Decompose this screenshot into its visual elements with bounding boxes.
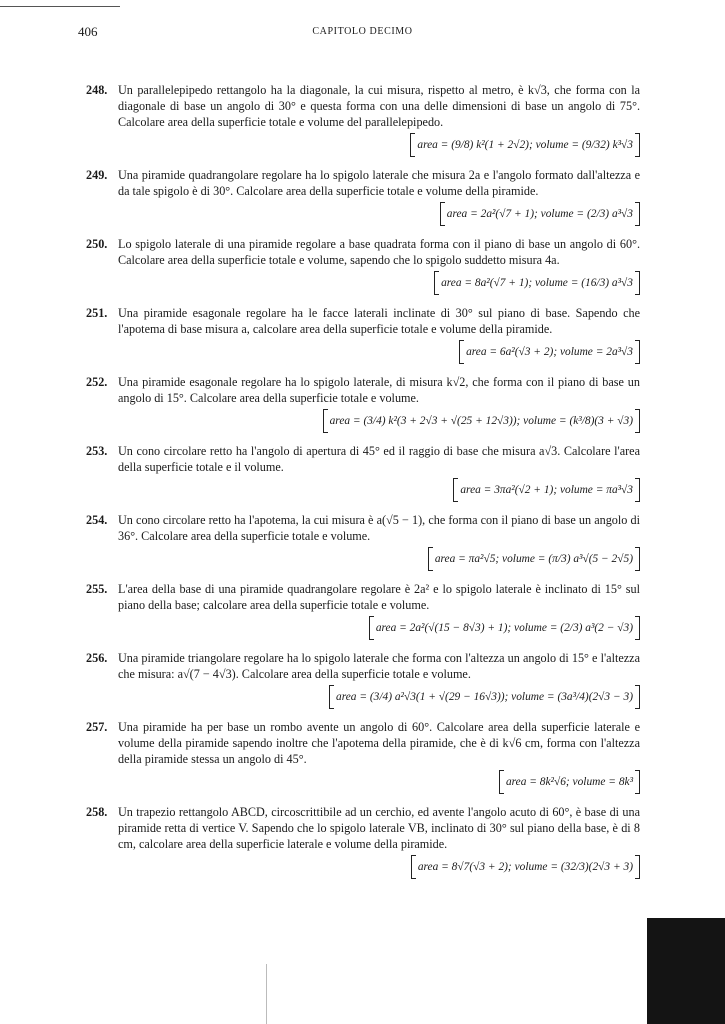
problem-253 [86,443,640,502]
problem-text: Un cono circolare retto ha l'apotema, la cui misura è a(√5 − 1), che forma con il piano di base un angolo di 36°. Calcolare area della superficie totale e volume. [118,513,640,543]
problem-number: 256. [86,651,108,665]
problem-text: Lo spigolo laterale di una piramide regolare a base quadrata forma con il piano di base un angolo di 60°. Calcolare area della superficie totale e volume, sapendo che lo spigolo suddetto misura 4a. [118,237,640,267]
problem-number: 255. [86,582,108,596]
problem-258 [86,804,640,879]
answer-line [118,202,640,226]
problem-number: 254. [86,513,108,527]
answer-line [118,770,640,794]
answer-line [118,685,640,709]
problem-text: Una piramide triangolare regolare ha lo spigolo laterale che forma con l'altezza un angolo di 15° e l'altezza che misura: a√(7 − 4√3). Calcolare area della superficie totale e volume. [118,651,640,681]
answer-line [118,133,640,157]
answer-line [118,478,640,502]
problem-text: Un parallelepipedo rettangolo ha la diagonale, la cui misura, rispetto al metro, è k√3, che forma con la diagonale di base un angolo di 30° e questa forma con una delle dimensioni di base un angolo di 75°. Calcolare area della superficie totale e volume del parallelepipedo. [118,83,640,129]
answer-text: area = 3πa²(√2 + 1); volume = πa³√3 [453,478,640,502]
page-header [0,24,725,42]
problem-text: Un trapezio rettangolo ABCD, circoscrittibile ad un cerchio, ed avente l'angolo acuto di 60°, è base di una piramide retta di vertice V. Sapendo che lo spigolo laterale VB, inclinato di 30° sul piano della base, è di 8 cm, calcolare area della superficie laterale e volume della piramide. [118,805,640,851]
problem-255 [86,581,640,640]
answer-text: area = (3/4) k²(3 + 2√3 + √(25 + 12√3)); volume = (k³/8)(3 + √3) [323,409,640,433]
answer-text: area = 2a²(√7 + 1); volume = (2/3) a³√3 [440,202,640,226]
answer-line [118,616,640,640]
problem-256 [86,650,640,709]
problem-251 [86,305,640,364]
problem-list [86,82,640,889]
problem-text: L'area della base di una piramide quadrangolare regolare è 2a² e lo spigolo laterale è inclinato di 15° sul piano della base; calcolare area della superficie totale e volume. [118,582,640,612]
problem-249 [86,167,640,226]
problem-250 [86,236,640,295]
problem-text: Una piramide quadrangolare regolare ha lo spigolo laterale che misura 2a e l'angolo formato dall'altezza e da tale spigolo è di 30°. Calcolare area della superficie totale e volume della piramide. [118,168,640,198]
problem-text: Una piramide esagonale regolare ha lo spigolo laterale, di misura k√2, che forma con il piano di base un angolo di 15°. Calcolare area della superficie totale e volume. [118,375,640,405]
answer-line [118,271,640,295]
problem-257 [86,719,640,794]
answer-line [118,855,640,879]
answer-text: area = 8k²√6; volume = 8k³ [499,770,640,794]
problem-252 [86,374,640,433]
problem-248 [86,82,640,157]
problem-number: 251. [86,306,108,320]
answer-text: area = (9/8) k²(1 + 2√2); volume = (9/32) k³√3 [410,133,640,157]
problem-number: 253. [86,444,108,458]
problem-number: 249. [86,168,108,182]
scan-edge-line [266,964,267,1024]
problem-number: 250. [86,237,108,251]
problem-number: 248. [86,83,108,97]
answer-line [118,340,640,364]
running-title: CAPITOLO DECIMO [312,26,413,37]
answer-line [118,409,640,433]
answer-text: area = 2a²(√(15 − 8√3) + 1); volume = (2/3) a³(2 − √3) [369,616,640,640]
problem-number: 252. [86,375,108,389]
scan-black-corner [647,918,725,1024]
problem-number: 258. [86,805,108,819]
problem-number: 257. [86,720,108,734]
page-number: 406 [78,24,98,39]
top-rule [0,6,120,7]
answer-line [118,547,640,571]
problem-text: Una piramide ha per base un rombo avente un angolo di 60°. Calcolare area della superficie laterale e volume della piramide sapendo inoltre che l'apotema della piramide, che è di k√6 cm, forma con l'altezza della piramide stessa un angolo di 45°. [118,720,640,766]
answer-text: area = (3/4) a²√3(1 + √(29 − 16√3)); volume = (3a³/4)(2√3 − 3) [329,685,640,709]
answer-text: area = 8√7(√3 + 2); volume = (32/3)(2√3 + 3) [411,855,640,879]
answer-text: area = 6a²(√3 + 2); volume = 2a³√3 [459,340,640,364]
problem-text: Una piramide esagonale regolare ha le facce laterali inclinate di 30° sul piano di base. Sapendo che l'apotema di base misura a, calcolare area della superficie totale e volume della piramide. [118,306,640,336]
problem-text: Un cono circolare retto ha l'angolo di apertura di 45° ed il raggio di base che misura a√3. Calcolare l'area della superficie totale e il volume. [118,444,640,474]
answer-text: area = πa²√5; volume = (π/3) a³√(5 − 2√5) [428,547,640,571]
answer-text: area = 8a²(√7 + 1); volume = (16/3) a³√3 [434,271,640,295]
problem-254 [86,512,640,571]
